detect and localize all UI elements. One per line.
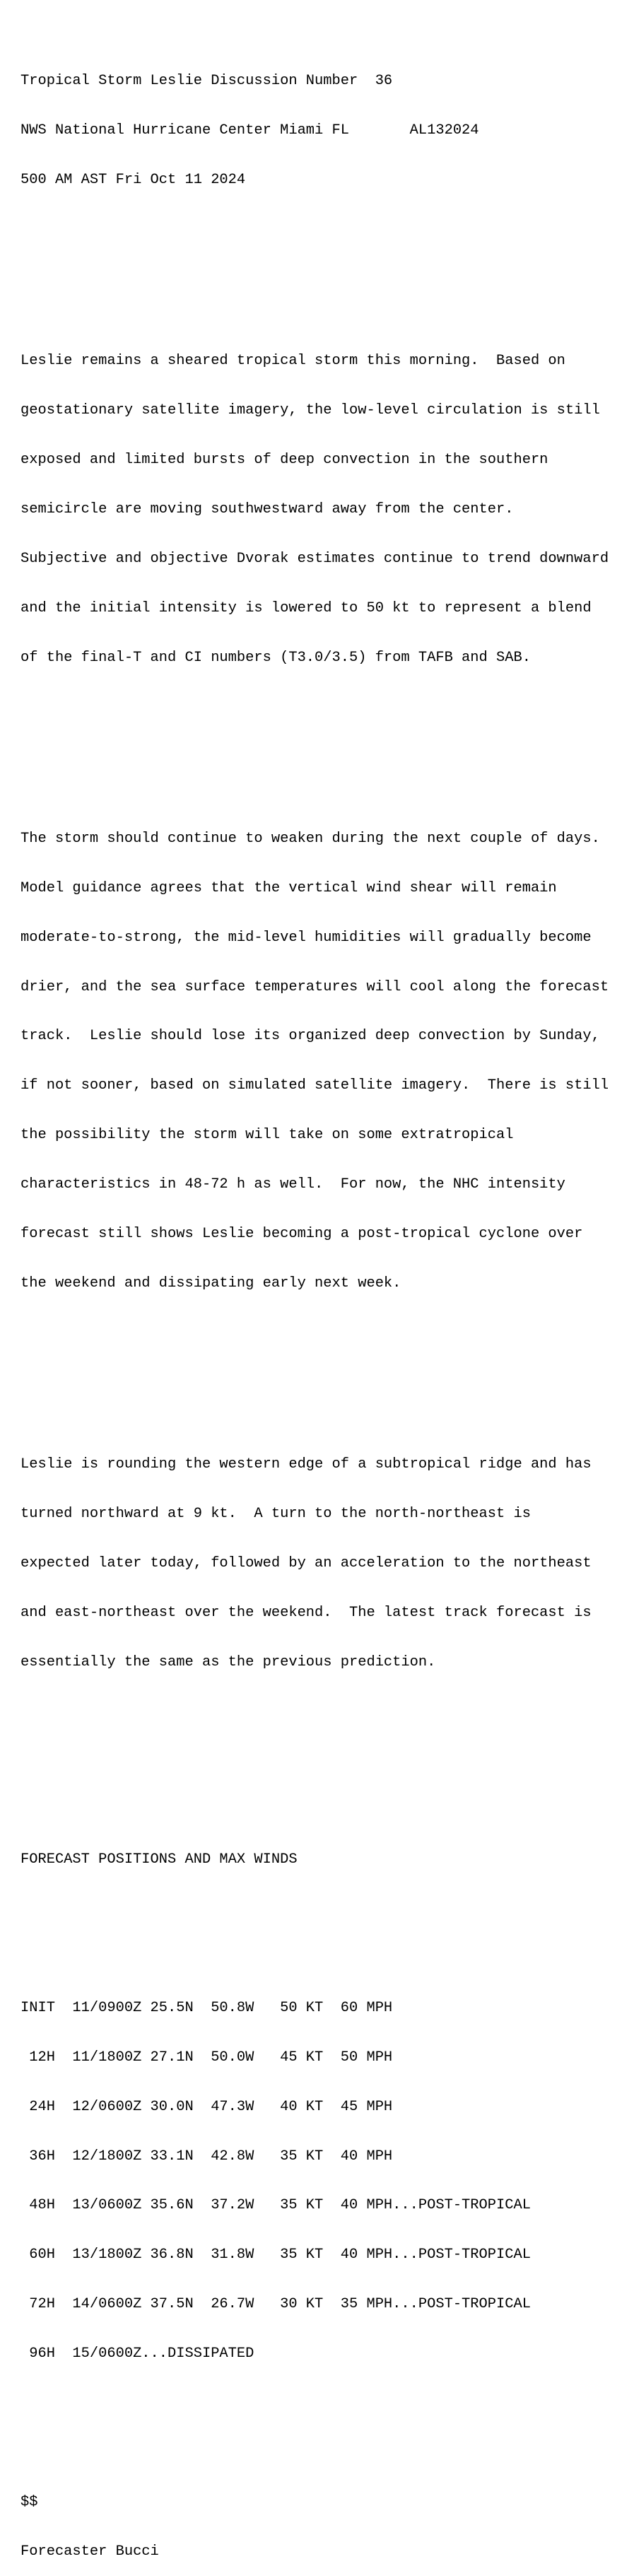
text-line: of the final-T and CI numbers (T3.0/3.5) from TAFB and SAB.: [20, 649, 531, 666]
forecast-table: [20, 1967, 609, 2395]
issuing-office: NWS National Hurricane Center Miami FL AL132024: [20, 122, 479, 139]
text-line: expected later today, followed by an acceleration to the northeast: [20, 1555, 592, 1571]
issue-time: 500 AM AST Fri Oct 11 2024: [20, 171, 246, 188]
product-title: Tropical Storm Leslie Discussion Number 36: [20, 73, 393, 90]
text-line: characteristics in 48-72 h as well. For now, the NHC intensity: [20, 1176, 565, 1193]
text-line: Leslie remains a sheared tropical storm this morning. Based on: [20, 353, 565, 370]
paragraph-track: [20, 1424, 609, 1704]
text-line: essentially the same as the previous prediction.: [20, 1653, 436, 1670]
blank-line: [20, 1901, 609, 1917]
forecast-row: 96H 15/0600Z...DISSIPATED: [20, 2346, 254, 2363]
text-line: and east-northeast over the weekend. The latest track forecast is: [20, 1604, 592, 1621]
blank-line: [20, 732, 609, 748]
text-line: Subjective and objective Dvorak estimates continue to trend downward: [20, 550, 609, 567]
blank-line: [20, 1786, 609, 1802]
product-header: [20, 40, 609, 221]
blank-line: [20, 1736, 609, 1752]
blank-line: [20, 1357, 609, 1374]
forecast-row: 24H 12/0600Z 30.0N 47.3W 40 KT 45 MPH: [20, 2098, 393, 2115]
forecast-row: 60H 13/1800Z 36.8N 31.8W 35 KT 40 MPH...POST-TROPICAL: [20, 2247, 531, 2264]
text-line: semicircle are moving southwestward away from the center.: [20, 500, 514, 517]
text-line: forecast still shows Leslie becoming a post-tropical cyclone over: [20, 1225, 583, 1242]
blank-line: [20, 2428, 609, 2445]
forecaster-signature: Forecaster Bucci: [20, 2543, 159, 2560]
text-line: if not sooner, based on simulated satellite imagery. There is still: [20, 1077, 609, 1094]
text-line: track. Leslie should lose its organized deep convection by Sunday,: [20, 1028, 600, 1045]
text-line: geostationary satellite imagery, the low-level circulation is still: [20, 402, 600, 419]
forecast-heading: FORECAST POSITIONS AND MAX WINDS: [20, 1851, 298, 1868]
text-line: and the initial intensity is lowered to 50 kt to represent a blend: [20, 599, 592, 616]
blank-line: [20, 254, 609, 270]
forecast-row: INIT 11/0900Z 25.5N 50.8W 50 KT 60 MPH: [20, 1999, 393, 2016]
text-line: The storm should continue to weaken during the next couple of days.: [20, 830, 600, 847]
paragraph-intensity: [20, 320, 609, 699]
forecast-row: 36H 12/1800Z 33.1N 42.8W 35 KT 40 MPH: [20, 2148, 393, 2165]
forecast-row: 72H 14/0600Z 37.5N 26.7W 30 KT 35 MPH...POST-TROPICAL: [20, 2296, 531, 2313]
text-line: the weekend and dissipating early next week.: [20, 1275, 401, 1292]
paragraph-outlook: [20, 797, 609, 1325]
text-line: exposed and limited bursts of deep convection in the southern: [20, 452, 548, 469]
text-line: drier, and the sea surface temperatures will cool along the forecast: [20, 978, 609, 995]
discussion-document: [20, 7, 609, 2576]
text-line: Leslie is rounding the western edge of a subtropical ridge and has: [20, 1456, 592, 1473]
end-of-product-mark: $$: [20, 2493, 38, 2510]
text-line: the possibility the storm will take on some extratropical: [20, 1127, 514, 1144]
text-line: Model guidance agrees that the vertical wind shear will remain: [20, 879, 557, 896]
forecast-row: 12H 11/1800Z 27.1N 50.0W 45 KT 50 MPH: [20, 2049, 393, 2066]
forecast-row: 48H 13/0600Z 35.6N 37.2W 35 KT 40 MPH...POST-TROPICAL: [20, 2197, 531, 2214]
text-line: moderate-to-strong, the mid-level humidities will gradually become: [20, 929, 592, 946]
text-line: turned northward at 9 kt. A turn to the north-northeast is: [20, 1506, 531, 1523]
